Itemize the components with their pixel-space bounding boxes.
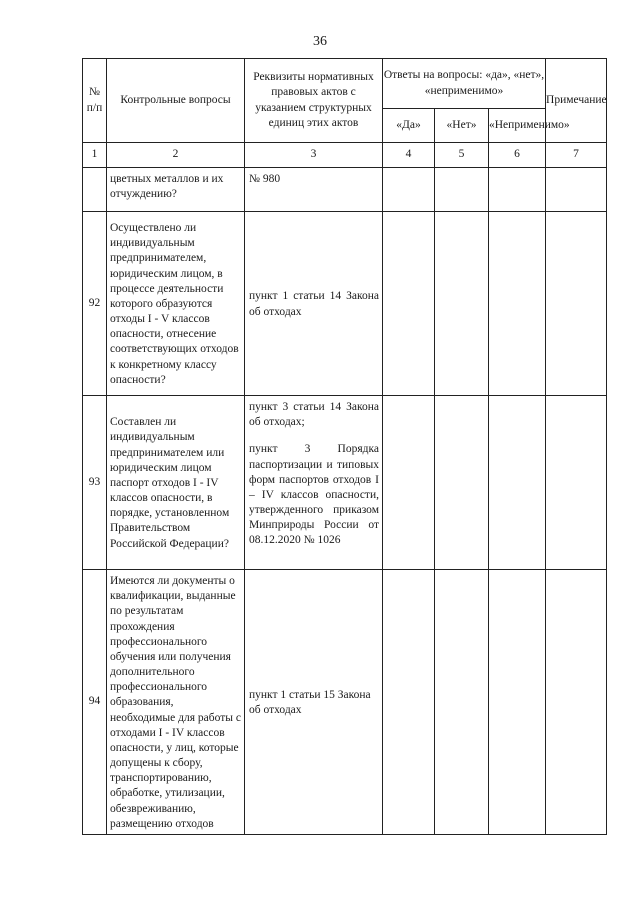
table-row (83, 570, 607, 835)
answer-no-cell (435, 212, 489, 396)
column-number: 3 (245, 143, 383, 168)
question-text: Имеются ли документы о квалификации, выданные по результатам прохождения профессионального обучения или получения дополнительного профессионального образования, необходимые для работы с отходами I - IV классов опасности, у лиц, которые допущены к сбору, транспортированию, обработке, утилизации, обезвреживанию, размещению отходов (107, 570, 245, 835)
answer-no-cell (435, 570, 489, 835)
table-row (83, 212, 607, 396)
answer-yes-cell (383, 168, 435, 212)
note-cell (546, 212, 607, 396)
column-number: 1 (83, 143, 107, 168)
header-answers: Ответы на вопросы: «да», «нет», «неприменимо» (383, 59, 546, 109)
column-number: 6 (489, 143, 546, 168)
header-row-top (83, 59, 607, 109)
requisite-text: пункт 3 Порядка паспортизации и типовых форм паспортов отходов I – IV классов опасности, утвержденного приказом Минприроды России от 08.12.2020 № 1026 (249, 443, 379, 547)
header-no: «Нет» (435, 109, 489, 143)
table-row (83, 396, 607, 570)
header-requisites: Реквизиты нормативных правовых актов с указанием структурных единиц этих актов (245, 59, 383, 143)
column-number-row (83, 143, 607, 168)
column-number: 4 (383, 143, 435, 168)
column-number: 7 (546, 143, 607, 168)
row-number (83, 168, 107, 212)
answer-na-cell (489, 168, 546, 212)
question-text: Составлен ли индивидуальным предпринимателем или юридическим лицом паспорт отходов I - IV классов опасности, в порядке, установленном Правительством Российской Федерации? (107, 396, 245, 570)
answer-no-cell (435, 168, 489, 212)
row-number: 93 (83, 396, 107, 570)
note-cell (546, 168, 607, 212)
header-not-applicable: «Неприменимо» (489, 109, 546, 143)
answer-no-cell (435, 396, 489, 570)
column-number: 2 (107, 143, 245, 168)
note-cell (546, 570, 607, 835)
row-number: 92 (83, 212, 107, 396)
answer-na-cell (489, 396, 546, 570)
header-yes: «Да» (383, 109, 435, 143)
question-text: Осуществлено ли индивидуальным предпринимателем, юридическим лицом, в процессе деятельности которого образуются отходы I - V классов опасности, отнесение соответствующих отходов к конкретному классу опасности? (107, 212, 245, 396)
answer-na-cell (489, 570, 546, 835)
requisite-text: пункт 3 статьи 14 Закона об отходах; (249, 401, 379, 429)
answer-yes-cell (383, 570, 435, 835)
row-number: 94 (83, 570, 107, 835)
answer-yes-cell (383, 212, 435, 396)
header-number: № п/п (83, 59, 107, 143)
header-note: Примечание (546, 59, 607, 143)
question-text: цветных металлов и их отчуждению? (107, 168, 245, 212)
requisites-cell (245, 168, 383, 212)
table-row (83, 168, 607, 212)
requisite-text: пункт 1 статьи 14 Закона об отходах (249, 290, 379, 318)
page-number: 36 (313, 34, 327, 49)
requisite-text: № 980 (249, 173, 281, 185)
note-cell (546, 396, 607, 570)
requisites-cell (245, 396, 383, 570)
answer-yes-cell (383, 396, 435, 570)
header-questions: Контрольные вопросы (107, 59, 245, 143)
column-number: 5 (435, 143, 489, 168)
requisite-text: пункт 1 статьи 15 Закона об отходах (249, 688, 371, 716)
answer-na-cell (489, 212, 546, 396)
paragraph-gap (249, 430, 379, 442)
checklist-table (82, 58, 607, 835)
requisites-cell (245, 570, 383, 835)
requisites-cell (245, 212, 383, 396)
